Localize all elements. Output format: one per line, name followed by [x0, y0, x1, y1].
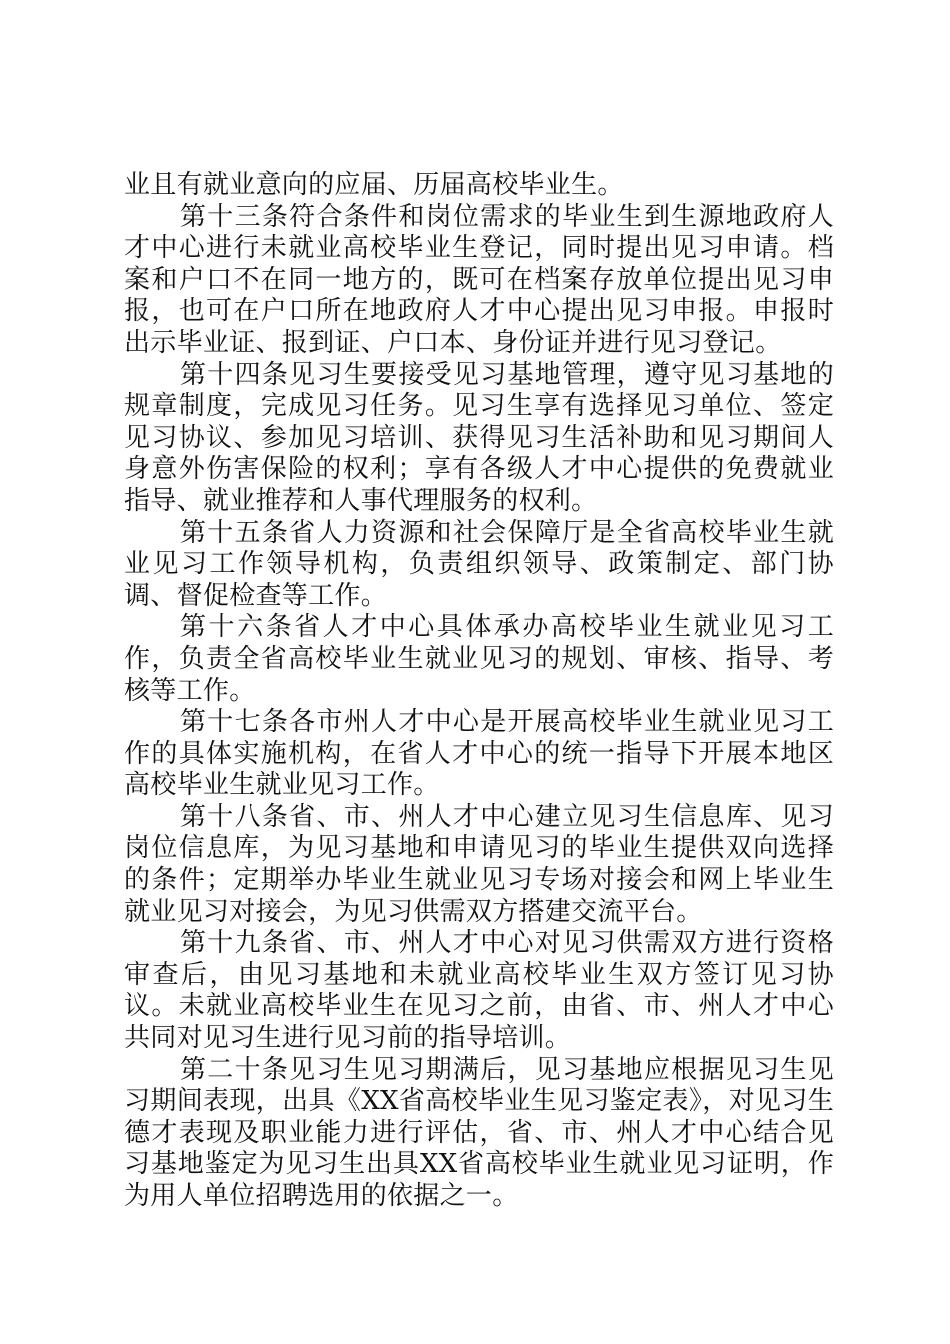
document-body: [124, 170, 834, 1213]
paragraph-continuation: 业且有就业意向的应届、历届高校毕业生。: [124, 170, 624, 200]
paragraph-article-14: 第十四条见习生要接受见习基地管理，遵守见习基地的规章制度，完成见习任务。见习生享有选择见习单位、签定见习协议、参加见习培训、获得见习生活补助和见习期间人身意外伤害保险的权利；享有各级人才中心提供的免费就业指导、就业推荐和人事代理服务的权利。: [124, 359, 834, 516]
paragraph-article-18: 第十八条省、市、州人才中心建立见习生信息库、见习岗位信息库，为见习基地和申请见习的毕业生提供双向选择的条件；定期举办毕业生就业见习专场对接会和网上毕业生就业见习对接会，为见习供需双方搭建交流平台。: [124, 801, 834, 927]
paragraph-article-13: 第十三条符合条件和岗位需求的毕业生到生源地政府人才中心进行未就业高校毕业生登记，同时提出见习申请。档案和户口不在同一地方的，既可在档案存放单位提出见习申报，也可在户口所在地政府人才中心提出见习申报。申报时出示毕业证、报到证、户口本、身份证并进行见习登记。: [124, 201, 834, 358]
paragraph-article-15: 第十五条省人力资源和社会保障厅是全省高校毕业生就业见习工作领导机构，负责组织领导、政策制定、部门协调、督促检查等工作。: [124, 517, 834, 611]
paragraph-article-20: 第二十条见习生见习期满后，见习基地应根据见习生见习期间表现，出具《XX省高校毕业生见习鉴定表》，对见习生德才表现及职业能力进行评估，省、市、州人才中心结合见习基地鉴定为见习生出具XX省高校毕业生就业见习证明，作为用人单位招聘选用的依据之一。: [124, 1054, 834, 1211]
paragraph-article-16: 第十六条省人才中心具体承办高校毕业生就业见习工作，负责全省高校毕业生就业见习的规划、审核、指导、考核等工作。: [124, 612, 834, 706]
paragraph-article-19: 第十九条省、市、州人才中心对见习供需双方进行资格审查后，由见习基地和未就业高校毕业生双方签订见习协议。未就业高校毕业生在见习之前，由省、市、州人才中心共同对见习生进行见习前的指导培训。: [124, 928, 834, 1054]
paragraph-article-17: 第十七条各市州人才中心是开展高校毕业生就业见习工作的具体实施机构，在省人才中心的统一指导下开展本地区高校毕业生就业见习工作。: [124, 707, 834, 801]
